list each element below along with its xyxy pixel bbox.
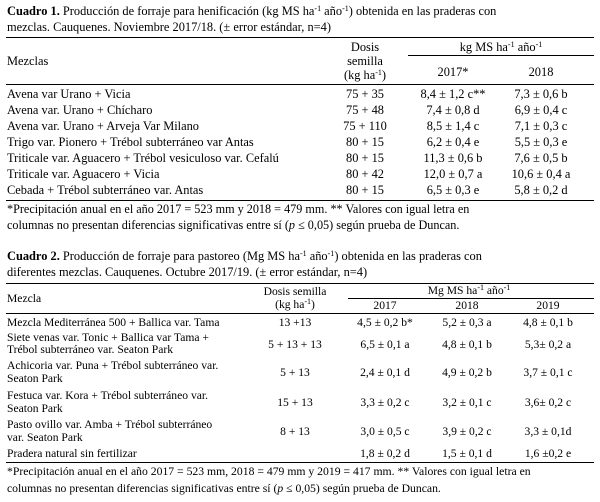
table2-header-rule [6, 313, 594, 314]
table1-header-rule [6, 84, 594, 85]
table1-caption-line1: Cuadro 1. Producción de forraje para henificación (kg MS $ha^{-1}$ año$^{-1}$) obtenida en las praderas con [7, 4, 497, 18]
table2-header-2018: 2018 [455, 299, 479, 312]
table1-header-2018: 2018 [528, 65, 554, 79]
table2-footnote: *Precipitación anual en el año 2017 = 523 mm, 2018 = 479 mm y 2019 = 417 mm. ** Valores con igual letra en columnas no presentan diferencias significativas entre sí (p ≤ 0,05) según prueba de Duncan. [7, 465, 531, 495]
table2-caption-line2: diferentes mezclas. Cauquenes. Octubre 2017/19. (± error estándar, n=4) [7, 265, 368, 279]
table1-header-dosis: Dosis semilla (kg $ha^{-1}$) [343, 40, 387, 82]
document-page: Cuadro 1. Producción de forraje para henificación (kg MS $ha^{-1}$ año$^{-1}$) obtenida en las praderas con mezclas. Cauquenes. Noviembre 2017/18. (± error estándar, n=4) Mezclas Dosis semilla (kg $ha^{-1}$) kg MS $ha^{-1}$ año$^{-1}$ 2017* 2018 Avena var Urano + Vicia 75 + 35 8,4 ± 1,2 c** 7,3 ± 0,6 b Avena var. Urano + Chícharo 75 + 48 7,4 ± 0,8 d 6,9 ± 0,4 c Avena var. Urano + Arveja Var Milano 75 + 110 8,5 ± 1,4 c 7,1 ± 0,3 c Trigo var. Pionero + Trébol subterráneo var Antas 80 + 15 6,2 ± 0,4 e 5,5 ± 0,3 e Triticale var. Aguacero + Trébol vesiculoso var. Cefalú 80 + 15 11,3 ± 0,6 b 7,6 ± 0,5 b Triticale var. Aguacero + Vicia 80 + 42 12,0 ± 0,7 a 10,6 ± 0,4 a Cebada + Trébol subterráneo var. Antas 80 + 15 6,5 ± 0,3 e 5,8 ± 0,2 d *Precipitación anual en el año 2017 = 523 mm y 2018 = 479 mm. ** Valores con igual letra en columnas no presentan diferencias significativas entre sí (p ≤ 0,05) según prueba de Duncan. Cuadro 2. Producción de forraje para pastoreo (Mg MS $ha^{-1}$ año$^{-1}$) obtenida en las praderas con diferentes mezclas. Cauquenes. Octubre 2017/19. (± error estándar, n=4) Mezcla Dosis semilla (kg $ha^{-1}$) Mg MS $ha^{-1}$ año$^{-1}$ 2017 2018 2019 Mezcla Mediterránea 500 + Ballica var. Tama 13 +13 4,5 ± 0,2 b* 5,2 ± 0,3 a 4,8 ± 0,1 b Siete venas var. Tonic + Ballica var Tama + Trébol subterráneo var. Seaton Park 5 + 13 + 13 6,5 ± 0,1 a 4,8 ± 0,1 b 5,3± 0,2 a Achicoria var. Puna + Trébol subterráneo var. Seaton Park 5 + 13 2,4 ± 0,1 d 4,9 ± 0,2 b 3,7 ± 0,1 c Festuca var. Kora + Trébol subterráneo var. Seaton Park 15 + 13 3,3 ± 0,2 c 3,2 ± 0,1 c 3,6± 0,2 c Pasto ovillo var. Amba + Trébol subterráneo var. Seaton Park 8 + 13 3,0 ± 0,5 c 3,9 ± 0,2 c 3,3 ± 0,1d Pradera natural sin fertilizar 1,8 ± 0,2 d 1,5 ± 0,1 d 1,6 ±0,2 e *Precipitación anual en el año 2017 = 523 mm, 2018 = 479 mm y 2019 = 417 mm. ** Valores con igual letra en columnas no presentan diferencias significativas entre sí (p ≤ 0,05) según prueba de Duncan. [0, 0, 600, 502]
table1-top-rule [6, 37, 594, 38]
table1-header-2017: 2017* [437, 65, 469, 79]
table2-header-2019: 2019 [536, 299, 560, 312]
table1-header-unit: kg MS $ha^{-1}$ año$^{-1}$ [459, 40, 543, 54]
table1-header-mezclas: Mezclas [7, 54, 49, 68]
table2-caption-line1: Cuadro 2. Producción de forraje para pastoreo (Mg MS $ha^{-1}$ año$^{-1}$) obtenida en las praderas con [7, 249, 482, 263]
table2-caption [7, 248, 595, 280]
table2-header-dosis: Dosis semilla (kg $ha^{-1}$) [263, 285, 327, 311]
table1-caption-line2: mezclas. Cauquenes. Noviembre 2017/18. (± error estándar, n=4) [7, 20, 331, 34]
table1-footnote: *Precipitación anual en el año 2017 = 523 mm y 2018 = 479 mm. ** Valores con igual letra en columnas no presentan diferencias significativas entre sí (p ≤ 0,05) según prueba de Duncan. [7, 202, 470, 232]
table1-header-unit-rule [408, 55, 594, 56]
table2-header-2017: 2017 [373, 299, 397, 312]
table2-header-mezcla: Mezcla [7, 292, 42, 305]
table2-header-unit: Mg MS $ha^{-1}$ año$^{-1}$ [427, 283, 511, 297]
table1-caption [7, 3, 595, 35]
